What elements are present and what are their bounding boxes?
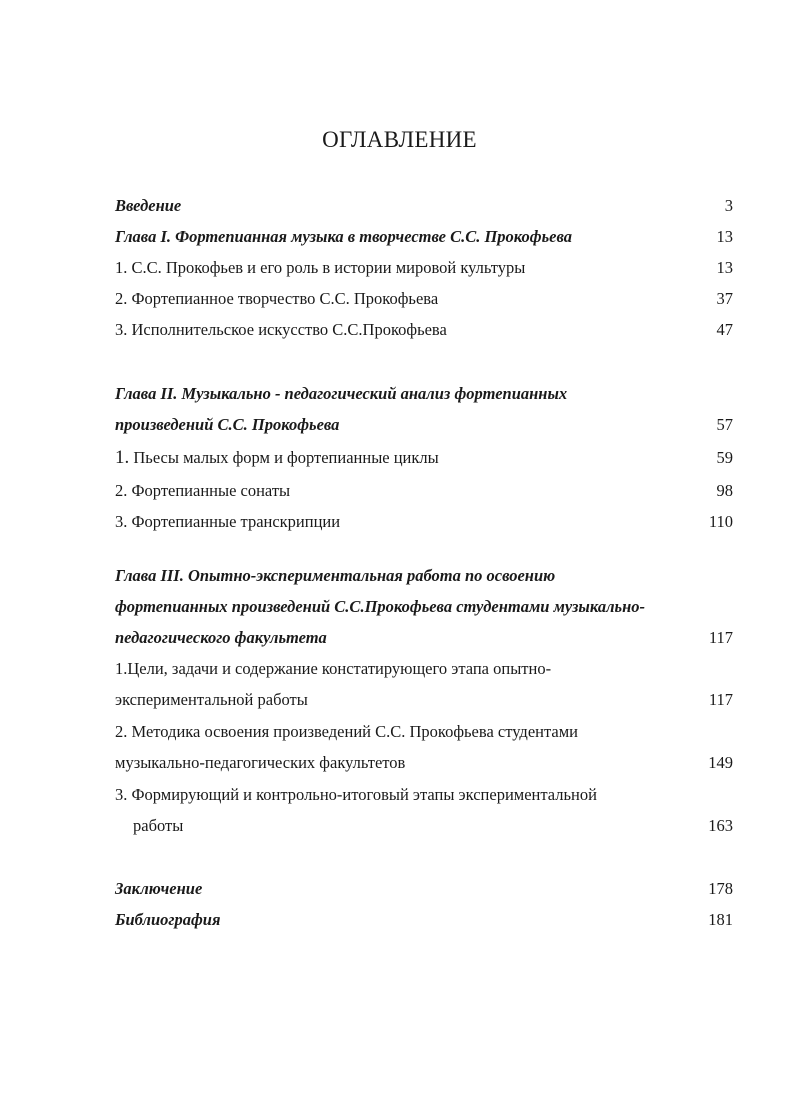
toc-entry-section-3-1-line-1 (115, 657, 733, 681)
toc-entry-text: фортепианных произведений С.С.Прокофьева студентами музыкально- (115, 597, 645, 616)
toc-entry-text: 2. Фортепианные сонаты (115, 481, 291, 500)
toc-entry-page: 149 (708, 753, 733, 772)
toc-entry-text: Библиография (115, 910, 221, 929)
toc-entry-text: 2. Фортепианное творчество С.С. Прокофьева (115, 289, 439, 308)
toc-entry-text: 1.Цели, задачи и содержание констатирующего этапа опытно- (115, 659, 552, 678)
toc-entry-section-3-2-line-2 (115, 751, 733, 775)
toc-entry-text: Введение (115, 196, 182, 215)
toc-entry-text: экспериментальной работы (115, 690, 308, 709)
toc-entry-text: музыкально-педагогических факультетов (115, 753, 406, 772)
toc-entry-section-3-2-line-1 (115, 720, 733, 744)
toc-entry-section-1-3 (115, 318, 733, 342)
toc-entry-page: 3 (724, 196, 733, 215)
toc-entry-section-2-3 (115, 510, 733, 534)
toc-entry-text: 2. Методика освоения произведений С.С. Прокофьева студентами (115, 722, 578, 741)
toc-entry-page: 181 (708, 910, 733, 929)
toc-entry-text: работы (133, 816, 184, 835)
toc-entry-text: 3. Фортепианные транскрипции (115, 512, 341, 531)
toc-entry-page: 117 (708, 628, 733, 647)
toc-entry-text: Заключение (115, 879, 203, 898)
toc-entry-page: 110 (708, 512, 733, 531)
toc-entry-section-3-1-line-2 (115, 688, 733, 712)
toc-entry-section-1-1 (115, 256, 733, 280)
toc-entry-text: 3. Формирующий и контрольно-итоговый этапы экспериментальной (115, 785, 597, 804)
toc-entry-page: 13 (716, 227, 733, 246)
toc-entry-chapter-3-line-1 (115, 564, 733, 588)
toc-entry-page: 59 (716, 448, 733, 467)
toc-entry-page: 13 (716, 258, 733, 277)
toc-entry-text: Глава I. Фортепианная музыка в творчестве С.С. Прокофьева (115, 227, 572, 246)
toc-entry-bibliography (115, 908, 733, 932)
page-title: ОГЛАВЛЕНИЕ (322, 127, 477, 152)
toc-entry-text: педагогического факультета (115, 628, 327, 647)
toc-entry-section-2-1 (115, 446, 733, 470)
toc-entry-introduction (115, 194, 733, 218)
toc-entry-page: 178 (708, 879, 733, 898)
toc-entry-text (115, 446, 439, 470)
toc-entry-number: 1. (115, 447, 130, 468)
toc-entry-text: Глава II. Музыкально - педагогический анализ фортепианных (115, 384, 568, 403)
toc-entry-page: 163 (708, 816, 733, 835)
toc-entry-page: 37 (716, 289, 733, 308)
toc-entry-label: Пьесы малых форм и фортепианные циклы (129, 448, 439, 467)
toc-entry-section-3-3-line-1 (115, 783, 733, 807)
toc-entry-page: 117 (708, 690, 733, 709)
toc-entry-text: 1. С.С. Прокофьев и его роль в истории мировой культуры (115, 258, 526, 277)
toc-entry-chapter-3-line-2 (115, 595, 733, 619)
toc-entry-text: 3. Исполнительское искусство С.С.Прокофьева (115, 320, 447, 339)
toc-entry-section-2-2 (115, 479, 733, 503)
toc-entry-text: произведений С.С. Прокофьева (115, 415, 340, 434)
toc-entry-chapter-2-line-1 (115, 382, 733, 406)
toc-entry-conclusion (115, 877, 733, 901)
toc-entry-page: 98 (716, 481, 733, 500)
toc-entry-section-1-2 (115, 287, 733, 311)
toc-entry-page: 57 (716, 415, 733, 434)
toc-entry-chapter-2-line-2 (115, 413, 733, 437)
toc-entry-chapter-1 (115, 225, 733, 249)
toc-entry-chapter-3-line-3 (115, 626, 733, 650)
toc-entry-text: Глава III. Опытно-экспериментальная работа по освоению (115, 566, 556, 585)
toc-entry-page: 47 (716, 320, 733, 339)
toc-entry-section-3-3-line-2 (115, 814, 733, 838)
